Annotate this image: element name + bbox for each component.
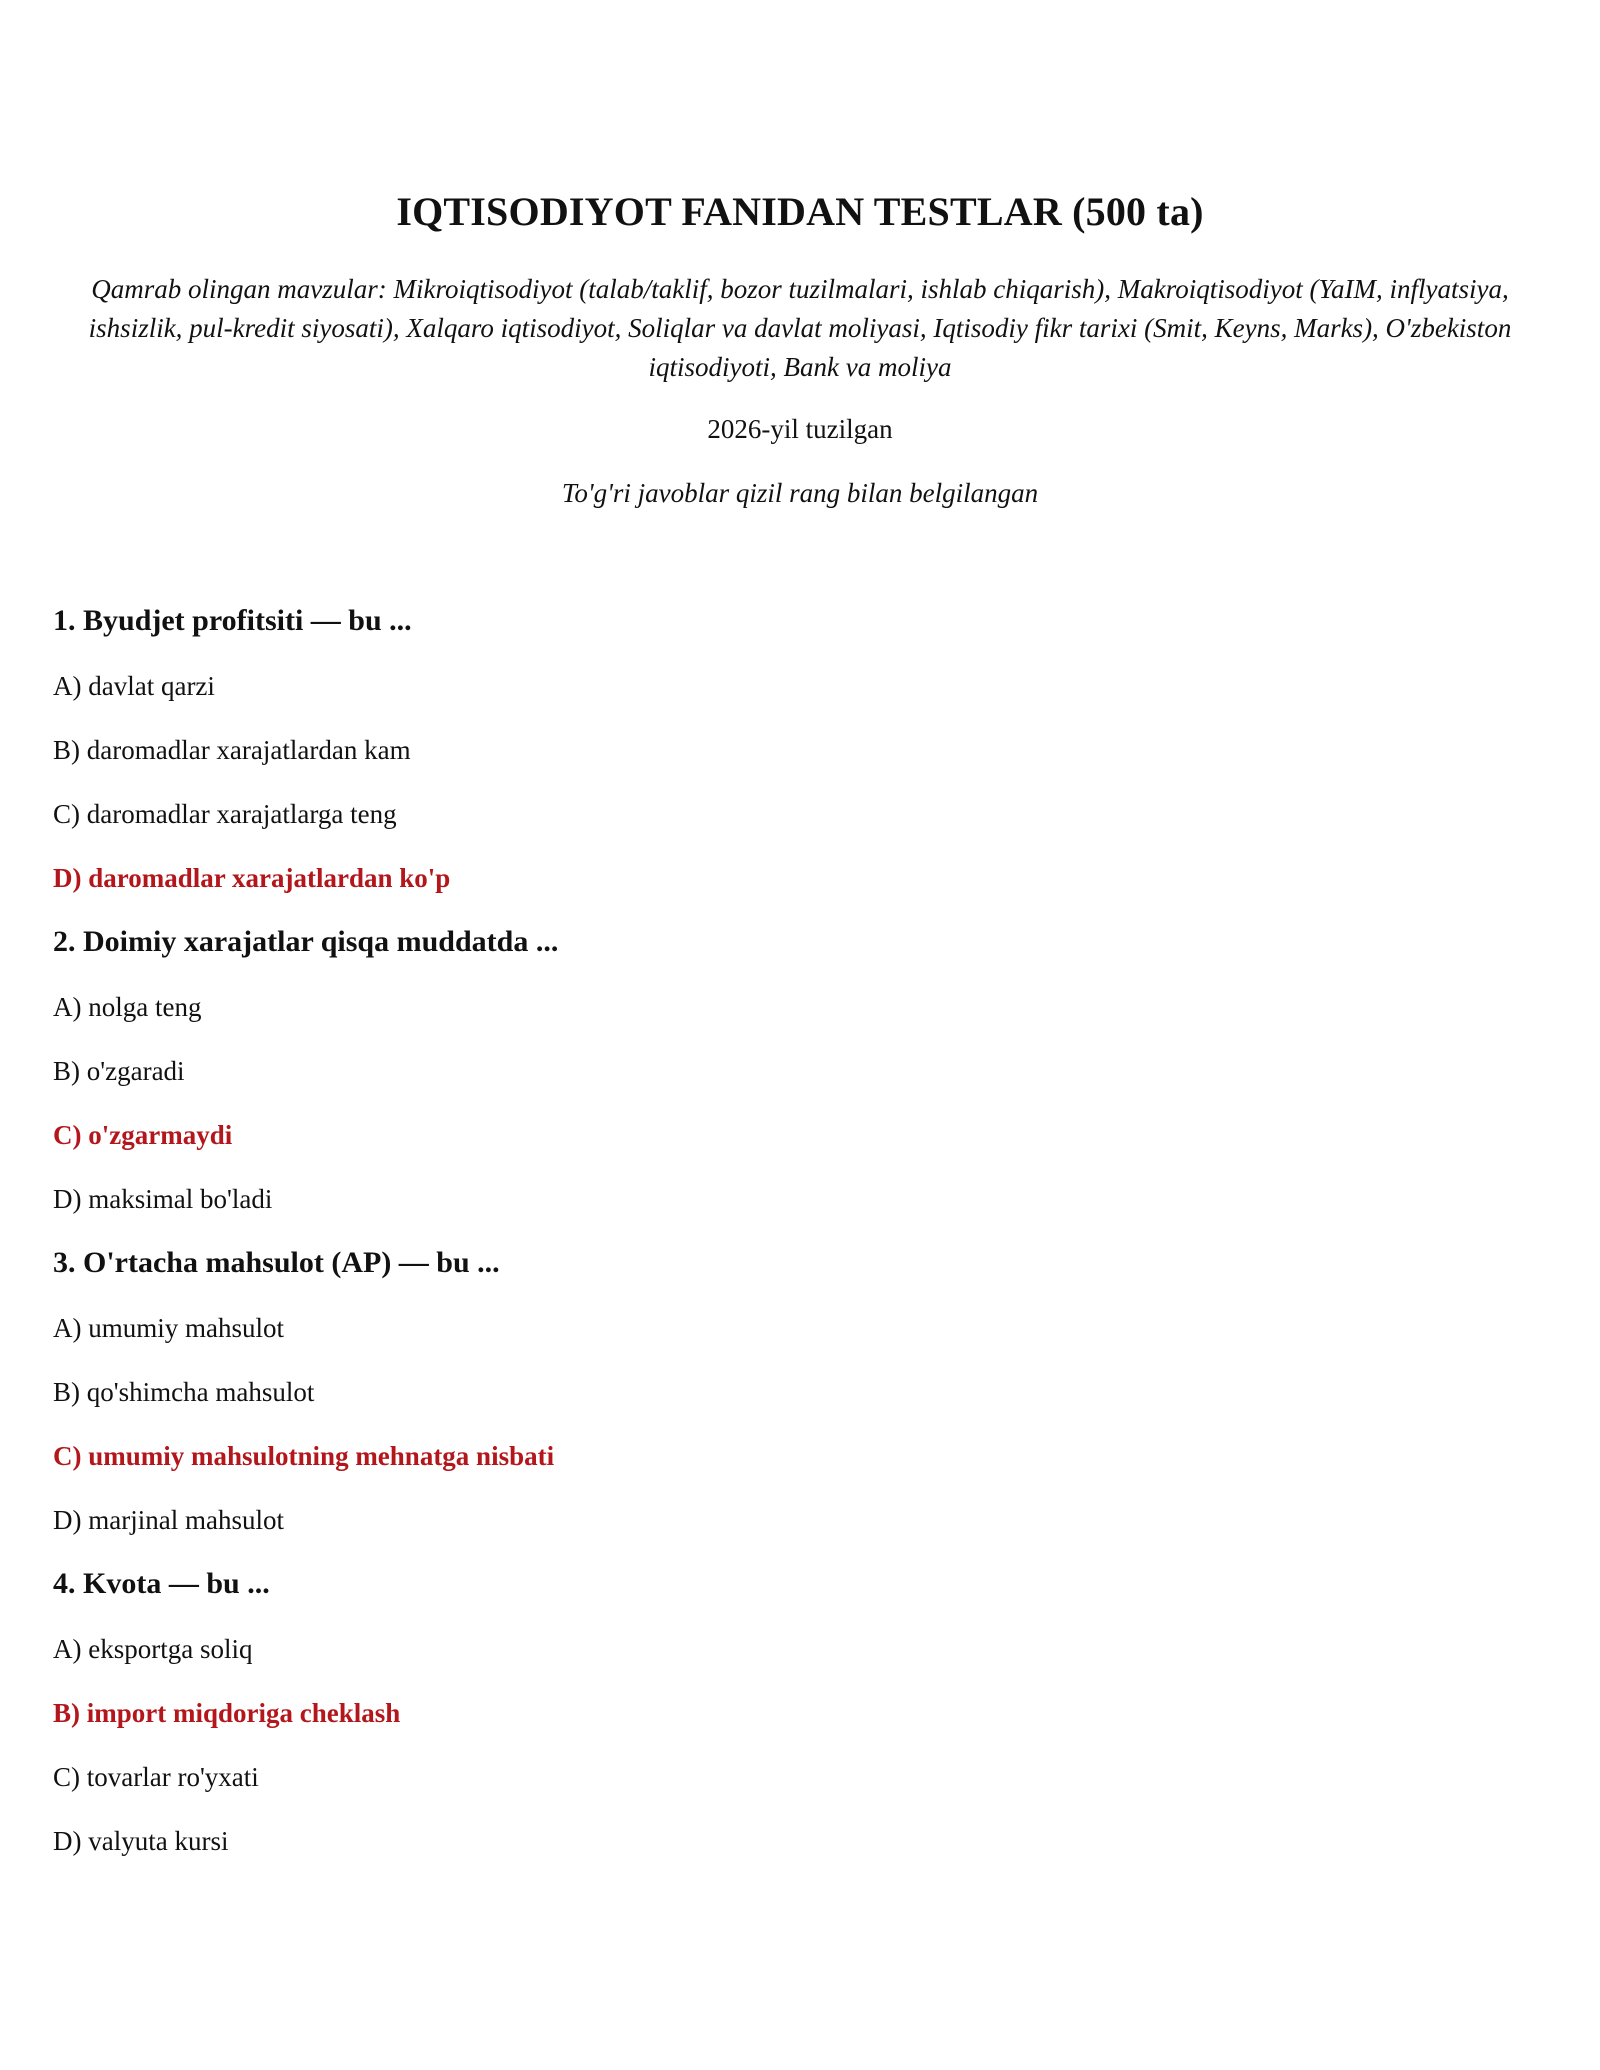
correct-answer-option: C) o'zgarmaydi bbox=[53, 1120, 233, 1150]
question-text: 2. Doimiy xarajatlar qisqa muddatda ... bbox=[53, 925, 559, 958]
correct-answer-option: C) umumiy mahsulotning mehnatga nisbati bbox=[53, 1441, 555, 1471]
question-text: 1. Byudjet profitsiti — bu ... bbox=[53, 604, 412, 637]
answer-option: A) davlat qarzi bbox=[53, 671, 215, 701]
answer-option: D) maksimal bo'ladi bbox=[53, 1184, 273, 1214]
answer-option: C) daromadlar xarajatlarga teng bbox=[53, 799, 397, 829]
topics-subtitle: Qamrab olingan mavzular: Mikroiqtisodiyot (talab/taklif, bozor tuzilmalari, ishlab chiqarish), Makroiqtisodiyot (YaIM, inflyatsiya, ishsizlik, pul-kredit siyosati), Xalqaro iqtisodiyot, Soliqlar va davlat moliyasi, Iqtisodiy fikr tarixi (Smit, Keyns, Marks), O'zbekiston iqtisodiyoti, Bank va moliya bbox=[88, 274, 1512, 382]
answer-option: B) daromadlar xarajatlardan kam bbox=[53, 735, 411, 765]
answer-option: C) tovarlar ro'yxati bbox=[53, 1762, 259, 1792]
answer-option: D) marjinal mahsulot bbox=[53, 1505, 284, 1535]
question-3 bbox=[53, 1246, 1533, 1537]
answer-option: A) nolga teng bbox=[53, 992, 202, 1022]
correct-answers-note: To'g'ri javoblar qizil rang bilan belgilangan bbox=[561, 478, 1039, 508]
document-title: IQTISODIYOT FANIDAN TESTLAR (500 ta) bbox=[396, 189, 1204, 234]
correct-answer-option: D) daromadlar xarajatlardan ko'p bbox=[53, 863, 451, 893]
question-list bbox=[53, 604, 1533, 1888]
question-4 bbox=[53, 1567, 1533, 1858]
answer-option: A) umumiy mahsulot bbox=[53, 1313, 284, 1343]
question-text: 3. O'rtacha mahsulot (AP) — bu ... bbox=[53, 1246, 500, 1279]
answer-option: D) valyuta kursi bbox=[53, 1826, 229, 1856]
answer-option: B) o'zgaradi bbox=[53, 1056, 185, 1086]
answer-option: B) qo'shimcha mahsulot bbox=[53, 1377, 315, 1407]
answer-option: A) eksportga soliq bbox=[53, 1634, 253, 1664]
question-2 bbox=[53, 925, 1533, 1216]
date-line: 2026-yil tuzilgan bbox=[707, 414, 893, 444]
question-1 bbox=[53, 604, 1533, 895]
question-text: 4. Kvota — bu ... bbox=[53, 1567, 270, 1600]
correct-answer-option: B) import miqdoriga cheklash bbox=[53, 1698, 401, 1728]
